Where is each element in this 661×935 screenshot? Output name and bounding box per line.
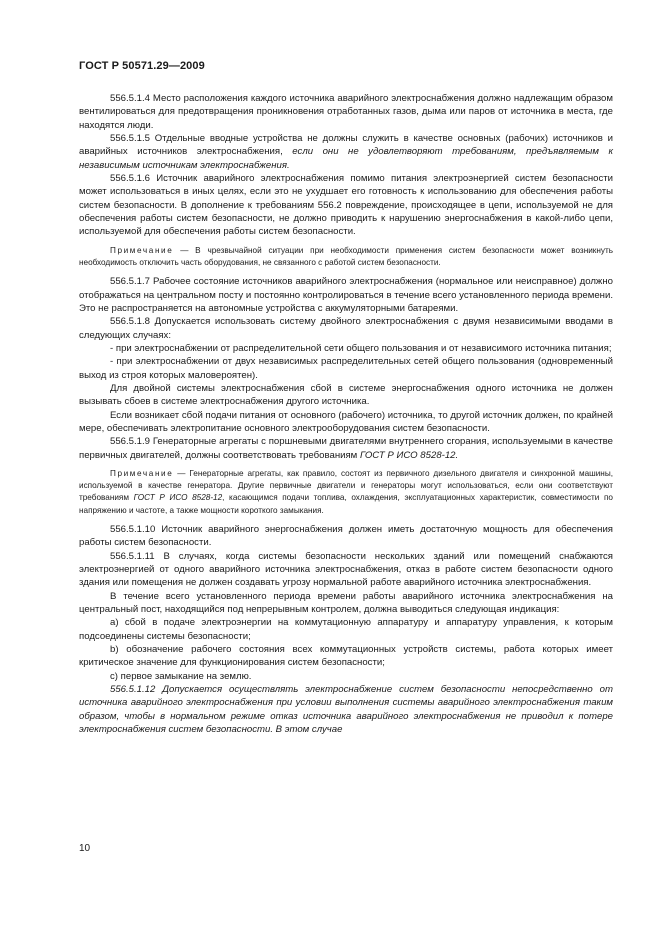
- paragraph-556-5-1-11: 556.5.1.11 В случаях, когда системы безопасности нескольких зданий или помещений снабжаются электроэнергией от одного аварийного источника электроснабжения, отказ в работе систем безопасности одного здания или помещения не должен создавать угрозу нормальной работе аварийного источника электроснабжения.: [79, 550, 613, 589]
- note-label: Примечание: [110, 469, 174, 478]
- paragraph-556-5-1-5: 556.5.1.5 Отдельные вводные устройства не должны служить в качестве основных (рабочих) источников и аварийных источников электроснабжения, если они не удовлетворяют требованиям, предъявляемым к независимым источникам электроснабжения.: [79, 133, 613, 171]
- paragraph-556-5-1-8: 556.5.1.8 Допускается использовать систему двойного электроснабжения с двумя независимыми вводами в следующих случаях:: [79, 316, 613, 341]
- paragraph-supply-failure: Если возникает сбой подачи питания от основного (рабочего) источника, то другой источник должен, по крайней мере, обеспечивать электропитание основного электрооборудования систем безопасности.: [79, 409, 613, 434]
- page-number: 10: [79, 843, 91, 854]
- dash-mark: -: [110, 342, 114, 354]
- document-header: ГОСТ Р 50571.29—2009: [79, 60, 205, 72]
- list-item-dash-1: - при электроснабжении от распределительной сети общего пользования и от независимого источника питания;: [110, 342, 612, 354]
- document-body: [79, 92, 613, 736]
- paragraph-556-5-1-9: 556.5.1.9 Генераторные агрегаты с поршневыми двигателями внутреннего сгорания, используемыми в качестве первичных двигателей, должны соответствовать требованиям ГОСТ Р ИСО 8528-12.: [79, 436, 613, 461]
- paragraph-556-5-1-6: 556.5.1.6 Источник аварийного электроснабжения помимо питания электроэнергией систем безопасности может использоваться в иных целях, если это не ухудшает его готовность к использованию для обеспечения работы систем безопасности. В дополнение к требованиям 556.2 повреждение, происходящее в цепи, используемой не для обеспечения работы систем безопасности, не должно приводить к нарушению энергоснабжения в какой-либо цепи, используемой для обеспечения работы систем безопасности.: [79, 173, 613, 238]
- list-item-b: b) обозначение рабочего состояния всех коммутационных устройств системы, работа которых имеет критическое значение для функционирования систем безопасности;: [79, 643, 613, 669]
- list-item-c: с) первое замыкание на землю.: [110, 670, 252, 682]
- paragraph-dual-supply: Для двойной системы электроснабжения сбой в системе энергоснабжения одного источника не должен вызывать сбоев в системе электроснабжения другого источника.: [79, 382, 613, 408]
- paragraph-556-5-1-4: 556.5.1.4 Место расположения каждого источника аварийного электроснабжения должно надлежащим образом вентилироваться для предотвращения проникновения отработанных газов, дыма или паров от источника в места, где находятся люди.: [79, 93, 613, 131]
- paragraph-indication: В течение всего установленного периода времени работы аварийного источника электроснабжения на центральный пост, находящийся под непрерывным контролем, должна выводиться следующая индикация:: [79, 590, 613, 615]
- note-generators: Примечание — Генераторные агрегаты, как правило, состоят из первичного дизельного двигателя и синхронной машины, используемой в качестве генератора. Другие первичные двигатели и генераторы могут использоваться, если они соответствуют требованиям ГОСТ Р ИСО 8528-12, касающимся подачи топлива, охлаждения, эксплуатационных характеристик, совместимости по напряжению и частоте, а также мощности короткого замыкания.: [79, 469, 613, 515]
- paragraph-556-5-1-7: 556.5.1.7 Рабочее состояние источников аварийного электроснабжения (нормальное или неисправное) должно отображаться на центральном посту и постоянно контролироваться в течение всего установленного периода времени. Это не распространяется на автономные устройства с аккумуляторными батареями.: [79, 276, 613, 314]
- list-item-dash-2: - при электроснабжении от двух независимых распределительных сетей общего пользования (одновременный выход из строя которых маловероятен).: [79, 356, 613, 381]
- note-emergency: Примечание — В чрезвычайной ситуации при необходимости применения систем безопасности может возникнуть необходимость отключить часть оборудования, не связанного с работой систем безопасности.: [79, 245, 613, 267]
- paragraph-556-5-1-12: 556.5.1.12 Допускается осуществлять электроснабжение систем безопасности непосредственно от источника аварийного электроснабжения при условии выполнения системы аварийного электроснабжения таким образом, чтобы в нормальном режиме отказ источника аварийного электроснабжения не приводил к потере электроснабжения систем безопасности. В этом случае: [79, 683, 613, 735]
- list-item-a: а) сбой в подаче электроэнергии на коммутационную аппаратуру и аппаратуру управления, к которым подсоединены системы безопасности;: [79, 617, 613, 642]
- dash-mark: -: [110, 356, 114, 368]
- paragraph-556-5-1-10: 556.5.1.10 Источник аварийного энергоснабжения должен иметь достаточную мощность для обеспечения работы систем безопасности.: [79, 523, 613, 549]
- note-label: Примечание: [110, 245, 174, 255]
